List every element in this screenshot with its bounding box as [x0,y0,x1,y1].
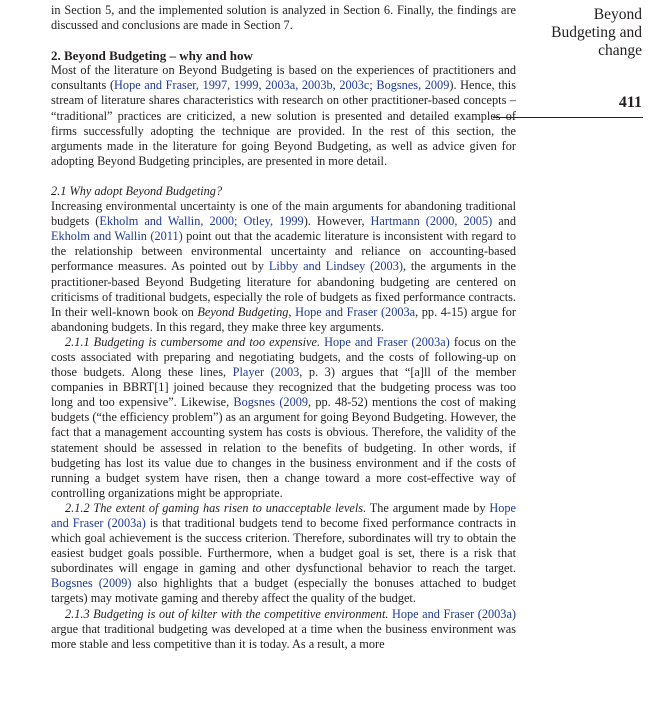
citation-link[interactable]: Hope and Fraser (2003a) [324,334,450,349]
running-title-line: change [598,42,642,59]
subsubsection-paragraph [51,501,516,607]
citation-link[interactable]: Libby and Lindsey (2003) [268,259,403,274]
text-run: point out that the academic literature is inconsistent with regard to the relationship between environmental uncertainty and reliance on accounting-based performance measures. As pointed out by [51,229,516,274]
citation-link[interactable]: Hope and Fraser (2003a) [51,500,516,530]
text-run: is that traditional budgets tend to become fixed performance contracts in which goal achievement is the success criterion. Therefore, subordinates will try to obtain the easiest budget goals possible. Furthermore, when a budget goal is set, there is a risk that subordinates will engage in gaming and other dysfunctional behavior to reach the target. [51,516,516,576]
citation-link[interactable]: Hope and Fraser, 1997, 1999, 2003a, 2003b, 2003c; Bogsnes, 2009 [114,78,450,93]
text-run: , the arguments in the practitioner-based Beyond Budgeting literature for abandoning budgeting are centered on criticisms of traditional budgets, especially the role of budgets as fixed performance contracts. In their well-known book on [51,259,516,319]
book-title: Beyond Budgeting [197,304,289,319]
running-title [530,6,642,60]
citation-link[interactable]: Player (2003 [232,365,300,380]
text-run: Increasing environmental uncertainty is one of the main arguments for abandoning traditional budgets ( [51,199,516,229]
text-run: ). Hence, this stream of literature shares characteristics with research on other practitioner-based concepts – “traditional” practices are criticized, a new solution is presented and detailed examples of firms successfully adopting the technique are provided. In the rest of this section, the arguments made in the literature for going Beyond Budgeting, as well as advice given for adopting Beyond Budgeting principles, are presented in more detail. [51,78,516,168]
text-run: focus on the costs associated with preparing and negotiating budgets, and the costs of following-up on those budgets. Along these lines, [51,334,516,380]
subsubsection-paragraph [51,607,516,652]
intro-paragraph: in Section 5, and the implemented solution is analyzed in Section 6. Finally, the findings are discussed and conclusions are made in Section 7. [51,3,516,33]
citation-link[interactable]: Bogsnes (2009 [233,395,309,410]
article-body [51,3,516,652]
text-run: The argument made by [366,500,490,515]
running-title-line: Budgeting and [551,24,642,41]
citation-link[interactable]: Hope and Fraser (2003a [295,304,416,319]
text-run: and [492,214,516,229]
text-run: , [288,304,296,319]
text-run: Most of the literature on Beyond Budgeting is based on the experiences of practitioners and consultants ( [51,63,516,93]
citation-link[interactable]: Hartmann (2000, 2005) [370,214,493,229]
section-paragraph [51,63,516,169]
section-heading: 2. Beyond Budgeting – why and how [51,48,253,64]
citation-link[interactable]: Bogsnes (2009) [51,576,132,591]
section-paragraph [51,199,516,335]
citation-link[interactable]: Ekholm and Wallin, 2000; Otley, 1999 [99,214,304,229]
text-run: argue that traditional budgeting was developed at a time when the business environment was more stable and less competitive than it is today. As a result, a more [51,621,516,651]
subsubsection-heading: 2.1.3 Budgeting is out of kilter with the competitive environment. [65,606,389,621]
subsection-heading: 2.1 Why adopt Beyond Budgeting? [51,183,223,198]
subsubsection-paragraph [51,335,516,501]
citation-link[interactable]: Hope and Fraser (2003a) [392,606,516,621]
text-run: , pp. 4-15) argue for abandoning budgets. In this regard, they make three key arguments. [51,304,516,334]
subsubsection-heading: 2.1.2 The extent of gaming has risen to unacceptable levels. [65,500,367,515]
text-run: , pp. 48-52) mentions the cost of making budgets (“the efficiency problem”) as an argument for going Beyond Budgeting. However, the fact that a management accounting system has costs is obvious. Therefore, the validity of the statement should be assessed in relation to the benefits of budgeting. In other words, if budgeting has lost its value due to changes in the business environment and if the costs of running a budget system have risen, then a change toward a more cost-effective way of controlling organizations might be appropriate. [51,395,516,500]
running-title-line: Beyond [593,6,642,23]
citation-link[interactable]: Ekholm and Wallin (2011) [51,229,183,244]
text-run: also highlights that a budget (especially the bonuses attached to budget targets) may motivate gaming and thereby affect the quality of the budget. [51,576,516,606]
page-number: 411 [618,94,642,111]
text-run: ). However, [303,214,371,229]
subsubsection-heading: 2.1.1 Budgeting is cumbersome and too expensive. [65,334,321,349]
text-run: , p. 3) argues that “[a]ll of the member companies in BBRT[1] joined because they recognized that the budgeting process was too long and too expensive”. Likewise, [51,365,516,410]
